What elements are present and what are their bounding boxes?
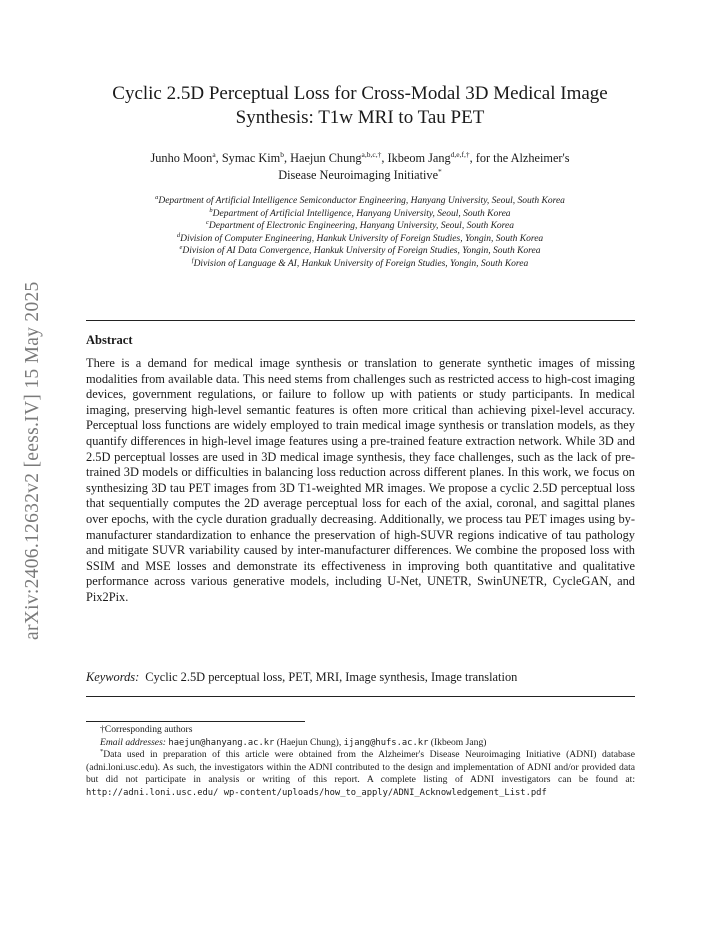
affiliation-mark: f <box>191 256 194 264</box>
author-affil-mark: a <box>212 150 216 159</box>
affiliation-item <box>70 220 650 233</box>
email-owner: (Ikbeom Jang) <box>428 736 487 748</box>
affiliation-text: Department of Artificial Intelligence, Hanyang University, Seoul, South Korea <box>212 208 511 219</box>
affiliation-list <box>70 195 650 271</box>
footnote-mark: * <box>100 748 104 755</box>
affiliation-mark: a <box>155 194 159 201</box>
author-affil-mark: a,b,c,† <box>361 150 382 159</box>
keywords-text: Cyclic 2.5D perceptual loss, PET, MRI, Image synthesis, Image translation <box>145 670 518 684</box>
author-name: Symac Kim <box>221 151 281 165</box>
author-name: Junho Moon <box>150 151 213 165</box>
abstract-top-rule <box>86 320 635 321</box>
affiliation-text: Division of Computer Engineering, Hankuk University of Foreign Studies, Yongin, South Korea <box>180 233 544 244</box>
footnote-rule <box>86 721 305 722</box>
author-suffix: Disease Neuroimaging Initiative <box>278 168 439 182</box>
affiliation-mark: e <box>179 244 183 252</box>
author-affil-mark: * <box>438 167 442 176</box>
affiliation-mark: b <box>209 206 213 214</box>
affiliation-text: Department of Electronic Engineering, Hanyang University, Seoul, South Korea <box>208 221 514 232</box>
affiliation-item <box>70 208 650 221</box>
affiliation-text: Division of Language & AI, Hankuk University of Foreign Studies, Yongin, South Korea <box>193 258 529 269</box>
abstract-heading: Abstract <box>86 333 133 347</box>
author-name: Haejun Chung <box>290 151 362 165</box>
email-link[interactable]: haejun@hanyang.ac.kr <box>168 737 275 748</box>
title-line-2: Synthesis: T1w MRI to Tau PET <box>235 107 485 128</box>
title-line-1: Cyclic 2.5D Perceptual Loss for Cross-Modal 3D Medical Image <box>112 83 608 104</box>
author-suffix: , for the Alzheimer's <box>469 151 570 165</box>
abstract-body: There is a demand for medical image synthesis or translation to generate synthetic images of missing modalities from available data. This need stems from challenges such as restricted access to high-cost imaging devices, government regulations, or failure to follow up with patients or study participants. In medical imaging, preserving high-level semantic features is often more critical than achieving pixel-level accuracy. Perceptual loss functions are widely employed to train medical image synthesis or translation models, as they quantify differences in high-level image features using a pre-trained feature extraction network. While 3D and 2.5D perceptual losses are used in 3D medical image synthesis, they face challenges, such as the lack of pre-trained 3D models or difficulties in balancing loss reduction across different planes. In this work, we focus on synthesizing 3D tau PET images from 3D T1-weighted MR images. We propose a cyclic 2.5D perceptual loss that sequentially computes the 2D average perceptual loss for each of the axial, coronal, and sagittal planes over epochs, with the cycle duration gradually decreasing. Additionally, we process tau PET images using by-manufacturer standardization to enhance the preservation of high-SUVR regions indicative of tau pathology and mitigate SUVR variability caused by inter-manufacturer differences. We combine the proposed loss with SSIM and MSE losses and demonstrate its effectiveness in improving both quantitative and qualitative performance across various generative models, including U-Net, UNETR, SwinUNETR, CycleGAN, and Pix2Pix. <box>86 356 635 604</box>
author-affil-mark: d,e,f,† <box>450 150 470 159</box>
affiliation-item <box>70 195 650 208</box>
affiliation-mark: c <box>206 219 209 227</box>
footnote-emails <box>86 737 635 750</box>
affiliation-text: Division of AI Data Convergence, Hankuk University of Foreign Studies, Yongin, South Korea <box>182 246 541 257</box>
arxiv-side-stamp[interactable]: arXiv:2406.12632v2 [eess.IV] 15 May 2025 <box>22 281 43 640</box>
author-line-1: Junho Moon$^a$, Symac Kim$^b$, Haejun Chung$^{a,b,c,\dagger}$, Ikbeom Jang$^{d,e,f,\dagger}$, for the Alzheimer's <box>150 150 570 165</box>
footnote-adni <box>86 749 635 799</box>
footnotes <box>86 724 635 799</box>
affiliation-item <box>70 258 650 271</box>
affiliation-mark: d <box>176 231 181 239</box>
keywords-label: Keywords: <box>86 670 140 684</box>
footnote-corresponding: †Corresponding authors <box>100 724 193 735</box>
keywords-line <box>86 670 635 686</box>
author-list <box>85 150 635 184</box>
affiliation-text: Department of Artificial Intelligence Semiconductor Engineering, Hanyang University, Seoul, South Korea <box>158 196 565 206</box>
email-owner: (Haejun Chung), <box>274 736 344 748</box>
author-line-2 <box>85 167 635 184</box>
footnote-adni-text: Data used in preparation of this article were obtained from the Alzheimer's Disease Neuroimaging Initiative (ADNI) database (adni.loni.usc.edu). As such, the investigators within the ADNI contributed to the design and implementation of ADNI and/or provided data but did not participate in analysis or writing of this report. A complete listing of ADNI investigators can be found at: <box>86 749 635 785</box>
author-affil-mark: b <box>280 150 284 159</box>
affiliation-item <box>70 233 650 246</box>
email-link[interactable]: ijang@hufs.ac.kr <box>343 737 429 748</box>
abstract-bottom-rule <box>86 696 635 697</box>
author-name: Ikbeom Jang <box>387 151 451 165</box>
email-label: Email addresses: <box>100 736 166 748</box>
adni-url-link[interactable]: http://adni.loni.usc.edu/ wp-content/uploads/how_to_apply/ADNI_Acknowledgement_List.pdf <box>86 787 547 798</box>
affiliation-item <box>70 245 650 258</box>
paper-title <box>85 82 635 130</box>
